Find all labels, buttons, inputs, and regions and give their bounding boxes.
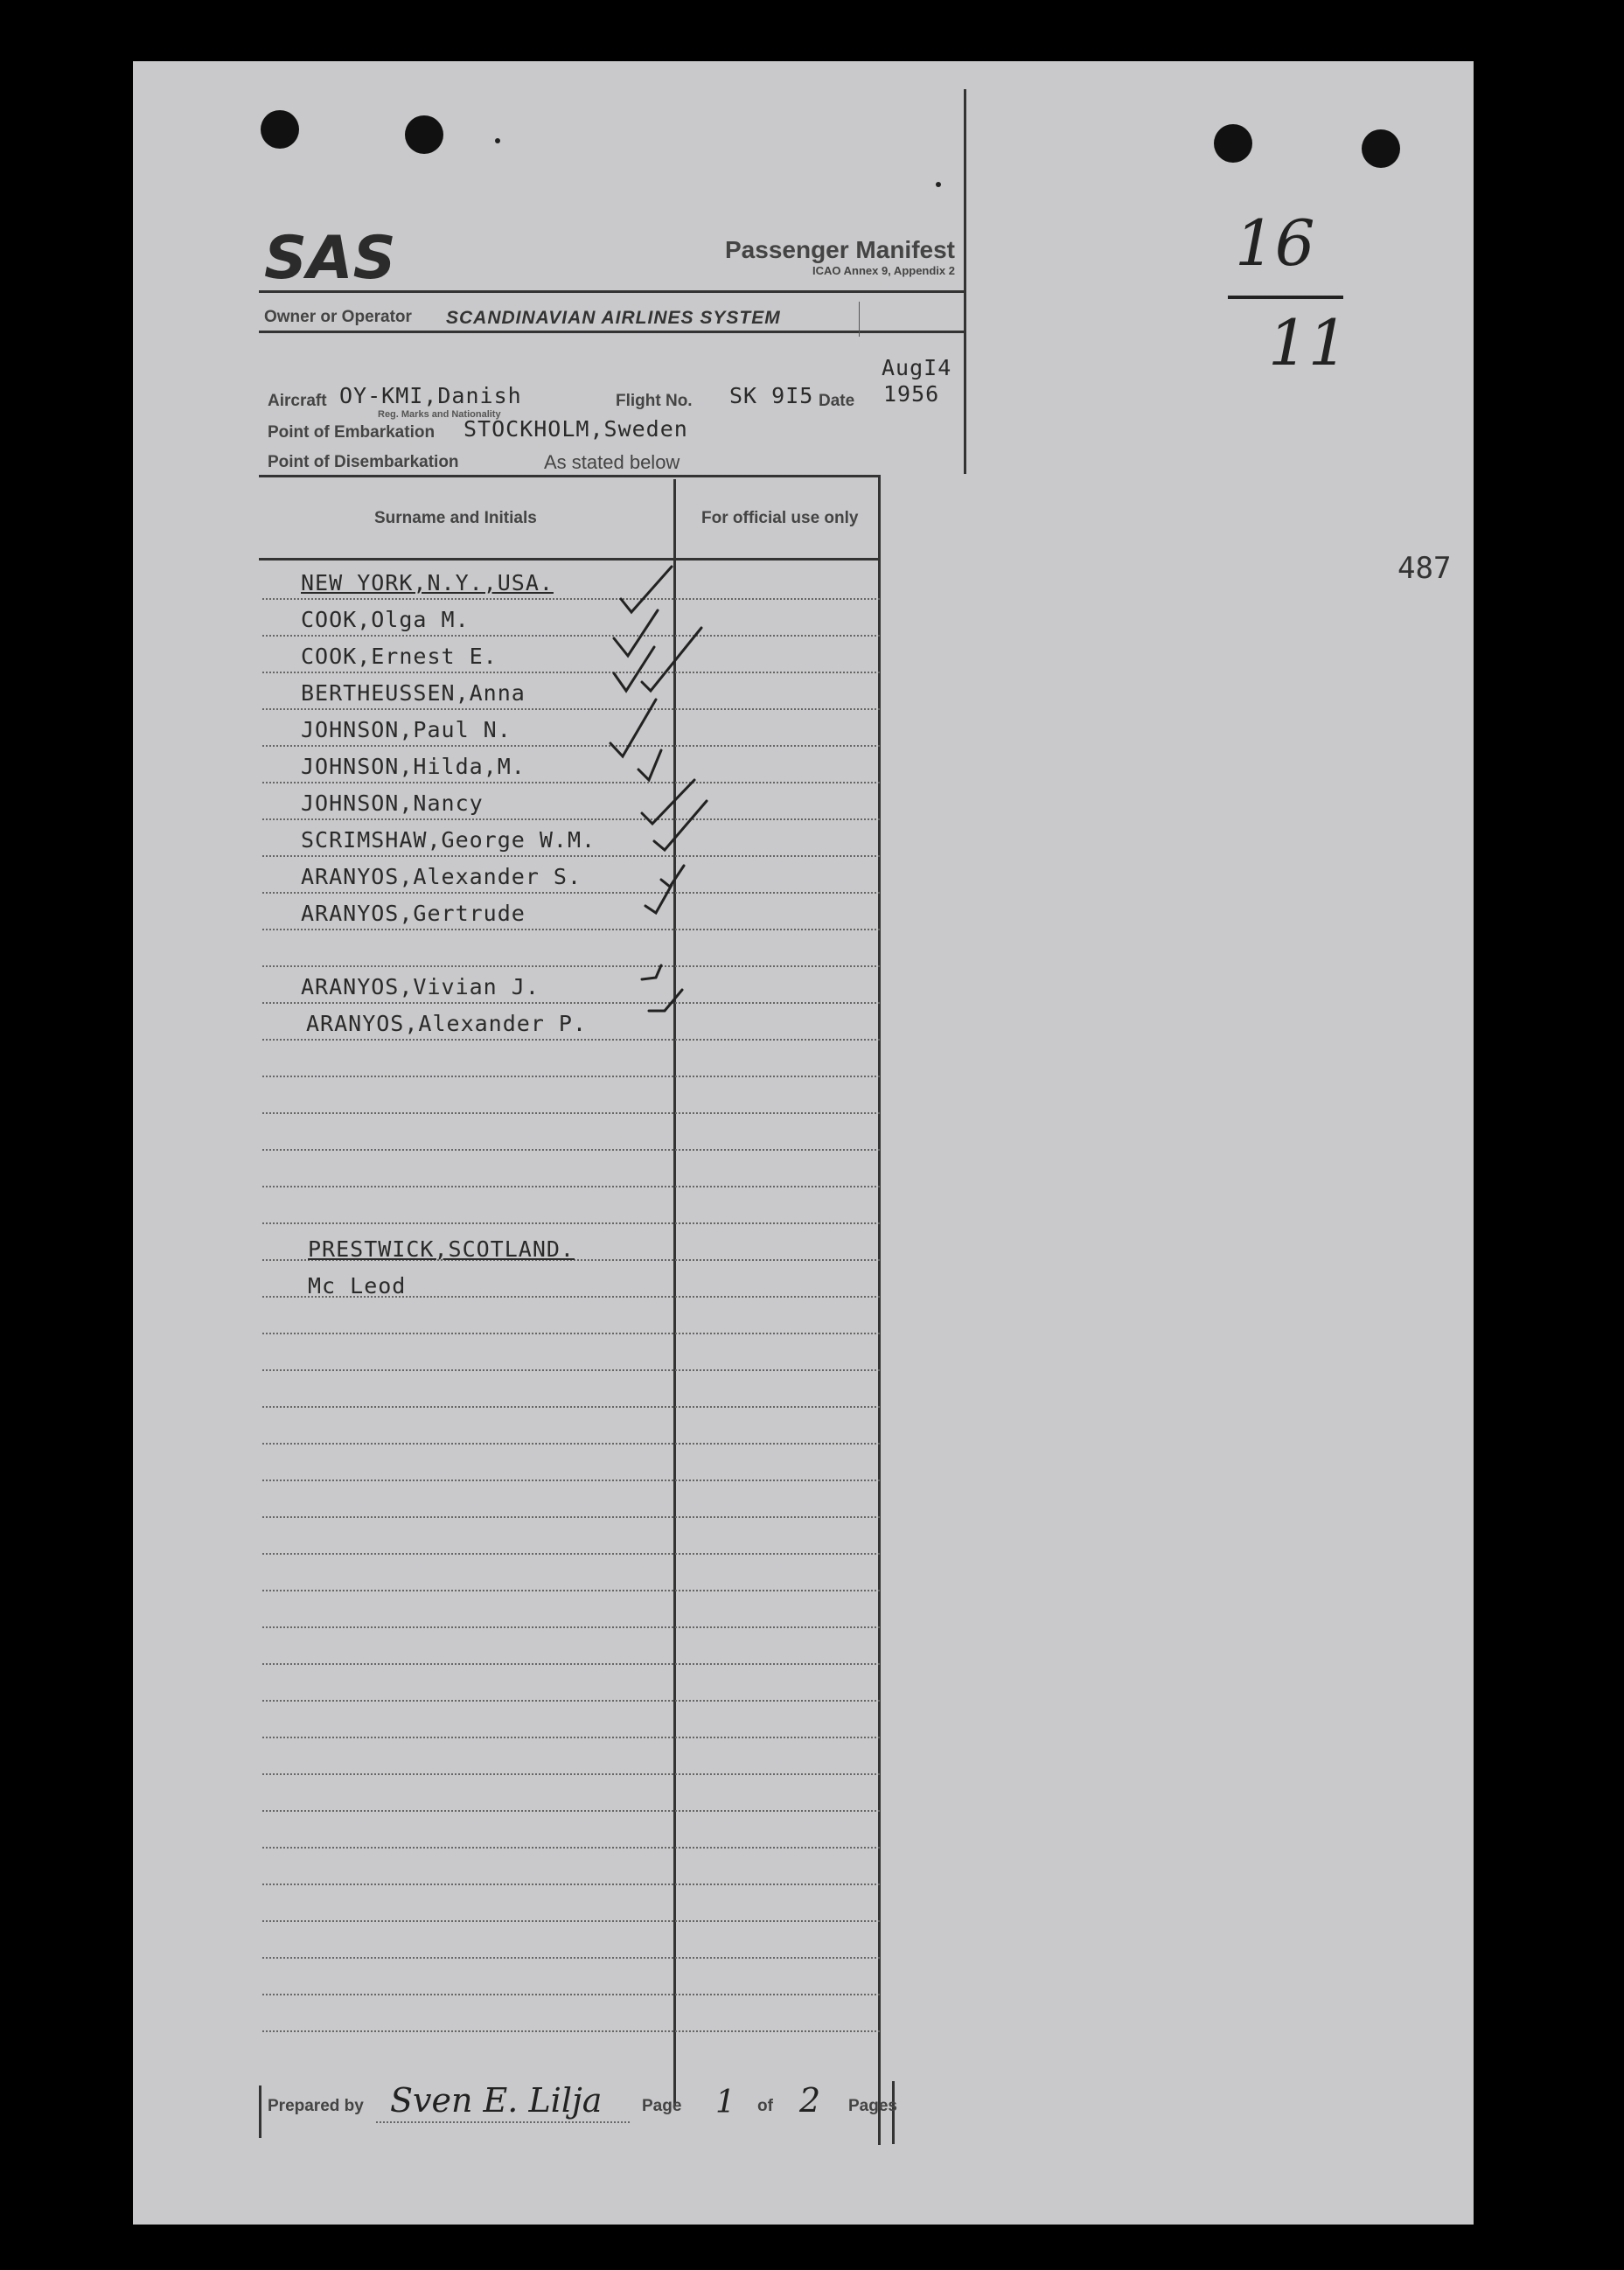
passenger-entry: JOHNSON,Paul N. [301, 717, 512, 742]
ruled-line [262, 929, 880, 930]
page-subtitle: ICAO Annex 9, Appendix 2 [812, 264, 955, 277]
destination-heading: NEW YORK,N.Y.,USA. [301, 570, 554, 595]
ruled-line [262, 892, 880, 894]
disembark-value: As stated below [544, 451, 680, 473]
ruled-line [262, 1626, 880, 1628]
ruled-line [262, 1002, 880, 1004]
form-left-edge [259, 2085, 261, 2138]
ruled-line [262, 745, 880, 747]
flight-label: Flight No. [616, 392, 693, 410]
passenger-entry: SCRIMSHAW,George W.M. [301, 827, 596, 853]
date-line-2: 1956 [883, 381, 940, 407]
ruled-line [262, 1663, 880, 1665]
aircraft-sublabel: Reg. Marks and Nationality [378, 409, 501, 420]
ruled-line [262, 1186, 880, 1187]
ruled-line [262, 1884, 880, 1885]
punch-hole [1214, 124, 1252, 163]
sas-logo [262, 226, 429, 287]
table-top-rule [259, 475, 880, 477]
sas-logo-text: SAS [264, 226, 396, 287]
destination-heading: PRESTWICK,SCOTLAND. [308, 1236, 575, 1262]
owner-box-divider [859, 302, 860, 337]
official-column-header: For official use only [701, 509, 859, 527]
pages-label: Pages [848, 2097, 897, 2115]
aircraft-label: Aircraft [268, 392, 327, 410]
form-right-edge-lower [878, 475, 881, 2145]
fraction-bar [1228, 296, 1343, 299]
ruled-line [262, 1553, 880, 1555]
passenger-entry: ARANYOS,Gertrude [301, 901, 526, 926]
table-head-rule [259, 558, 880, 561]
ruled-line [262, 1920, 880, 1922]
passenger-entry: ARANYOS,Alexander P. [306, 1011, 588, 1036]
ruled-line [262, 1773, 880, 1775]
punch-hole [405, 115, 443, 154]
fraction-denominator: 11 [1268, 306, 1349, 379]
ruled-line [262, 1810, 880, 1812]
ruled-line [262, 1222, 880, 1224]
embark-value: STOCKHOLM,Sweden [464, 416, 688, 442]
stamp-number: 487 [1397, 551, 1452, 586]
ruled-line [262, 855, 880, 857]
ruled-line [262, 1076, 880, 1077]
page-title: Passenger Manifest [725, 236, 955, 263]
ruled-line [262, 818, 880, 820]
ruled-line [262, 598, 880, 600]
page-total: 2 [799, 2081, 821, 2120]
ruled-line [262, 1149, 880, 1151]
speck [495, 138, 500, 143]
ruled-line [262, 965, 880, 967]
ruled-line [262, 1700, 880, 1702]
title-block [708, 236, 955, 277]
ruled-line [262, 1737, 880, 1738]
ruled-line [262, 672, 880, 673]
punch-hole [261, 110, 299, 149]
speck [936, 182, 941, 187]
signature-rule [376, 2121, 630, 2123]
prepared-label: Prepared by [268, 2097, 364, 2115]
passenger-entry: JOHNSON,Nancy [301, 790, 484, 816]
disembark-label: Point of Disembarkation [268, 453, 459, 471]
flight-value: SK 9I5 [729, 383, 814, 408]
prepared-signature: Sven E. Lilja [390, 2081, 603, 2120]
date-label: Date [819, 392, 855, 410]
of-label: of [757, 2097, 773, 2115]
ruled-line [262, 1406, 880, 1408]
passenger-entry: ARANYOS,Vivian J. [301, 974, 540, 999]
page-label: Page [642, 2097, 682, 2115]
date-line-1: AugI4 [882, 355, 952, 380]
ruled-line [262, 1039, 880, 1041]
passenger-entry: COOK,Olga M. [301, 607, 470, 632]
ruled-line [262, 1590, 880, 1591]
owner-label: Owner or Operator [264, 308, 412, 326]
ruled-line [262, 1112, 880, 1114]
ruled-line [262, 1333, 880, 1334]
form-right-edge-upper [964, 89, 966, 474]
ruled-line [262, 1443, 880, 1445]
fraction-numerator: 16 [1235, 206, 1315, 280]
aircraft-value: OY-KMI,Danish [339, 383, 522, 408]
ruled-line [262, 2030, 880, 2032]
ruled-line [262, 1480, 880, 1481]
punch-hole [1362, 129, 1400, 168]
passenger-entry: COOK,Ernest E. [301, 644, 498, 669]
ruled-line [262, 1516, 880, 1518]
ruled-line [262, 1369, 880, 1371]
passenger-entry: ARANYOS,Alexander S. [301, 864, 582, 889]
ruled-line [262, 1994, 880, 1995]
passenger-entry: BERTHEUSSEN,Anna [301, 680, 526, 706]
page-number: 1 [715, 2085, 735, 2120]
ruled-line [262, 782, 880, 783]
passenger-entry: JOHNSON,Hilda,M. [301, 754, 526, 779]
ruled-line [262, 1847, 880, 1849]
ruled-line [262, 1957, 880, 1959]
ruled-line [262, 708, 880, 710]
name-column-header: Surname and Initials [374, 509, 537, 527]
embark-label: Point of Embarkation [268, 423, 436, 442]
ruled-line [262, 635, 880, 637]
passenger-entry: Mc Leod [308, 1273, 407, 1299]
header-rule [259, 290, 965, 293]
check-marks [603, 560, 735, 1049]
owner-value: SCANDINAVIAN AIRLINES SYSTEM [446, 308, 781, 328]
